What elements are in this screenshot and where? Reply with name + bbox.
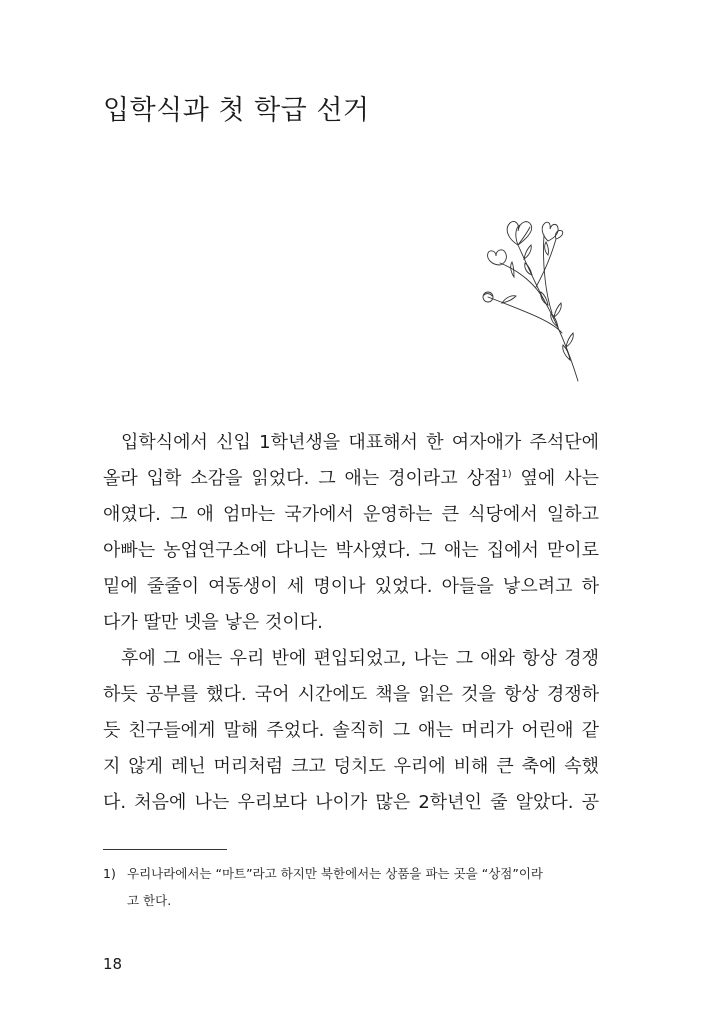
footnote-divider	[103, 849, 227, 850]
footnote	[103, 860, 603, 914]
chapter-title: 입학식과 첫 학급 선거	[103, 95, 370, 126]
flax-flower-illustration	[462, 205, 592, 385]
body-line: 밑에 줄줄이 여동생이 세 명이나 있었다. 아들을 낳으려고 하	[103, 576, 599, 597]
body-line-part: 옆에 사는	[511, 468, 599, 489]
body-line: 다. 처음에 나는 우리보다 나이가 많은 2학년인 줄 알았다. 공	[103, 792, 599, 813]
body-line: 지 않게 레닌 머리처럼 크고 덩치도 우리에 비해 큰 축에 속했	[103, 756, 599, 777]
body-line: 아빠는 농업연구소에 다니는 박사였다. 그 애는 집에서 맏이로	[103, 540, 599, 561]
body-line: 입학식에서 신입 1학년생을 대표해서 한 여자애가 주석단에	[121, 432, 599, 453]
body-line: 후에 그 애는 우리 반에 편입되었고, 나는 그 애와 항상 경쟁	[121, 648, 599, 669]
footnote-line	[103, 860, 603, 887]
footnote-number: 1)	[103, 866, 116, 881]
body-line: 듯 친구들에게 말해 주었다. 솔직히 그 애는 머리가 어린애 같	[103, 720, 599, 741]
footnote-text: 우리나라에서는 “마트”라고 하지만 북한에서는 상품을 파는 곳을 “상점”이라	[127, 866, 543, 881]
footnote-marker: 1)	[501, 469, 512, 480]
footnote-text-continued: 고 한다.	[127, 893, 172, 908]
body-line-part: 올라 입학 소감을 읽었다. 그 애는 경이라고 상점	[103, 468, 502, 489]
body-line: 애였다. 그 애 엄마는 국가에서 운영하는 큰 식당에서 일하고	[103, 504, 599, 525]
body-line	[103, 461, 599, 497]
body-text	[103, 425, 599, 821]
body-line: 다가 딸만 넷을 낳은 것이다.	[103, 612, 323, 633]
body-line: 하듯 공부를 했다. 국어 시간에도 책을 읽은 것을 항상 경쟁하	[103, 684, 599, 705]
page-number: 18	[103, 955, 123, 973]
